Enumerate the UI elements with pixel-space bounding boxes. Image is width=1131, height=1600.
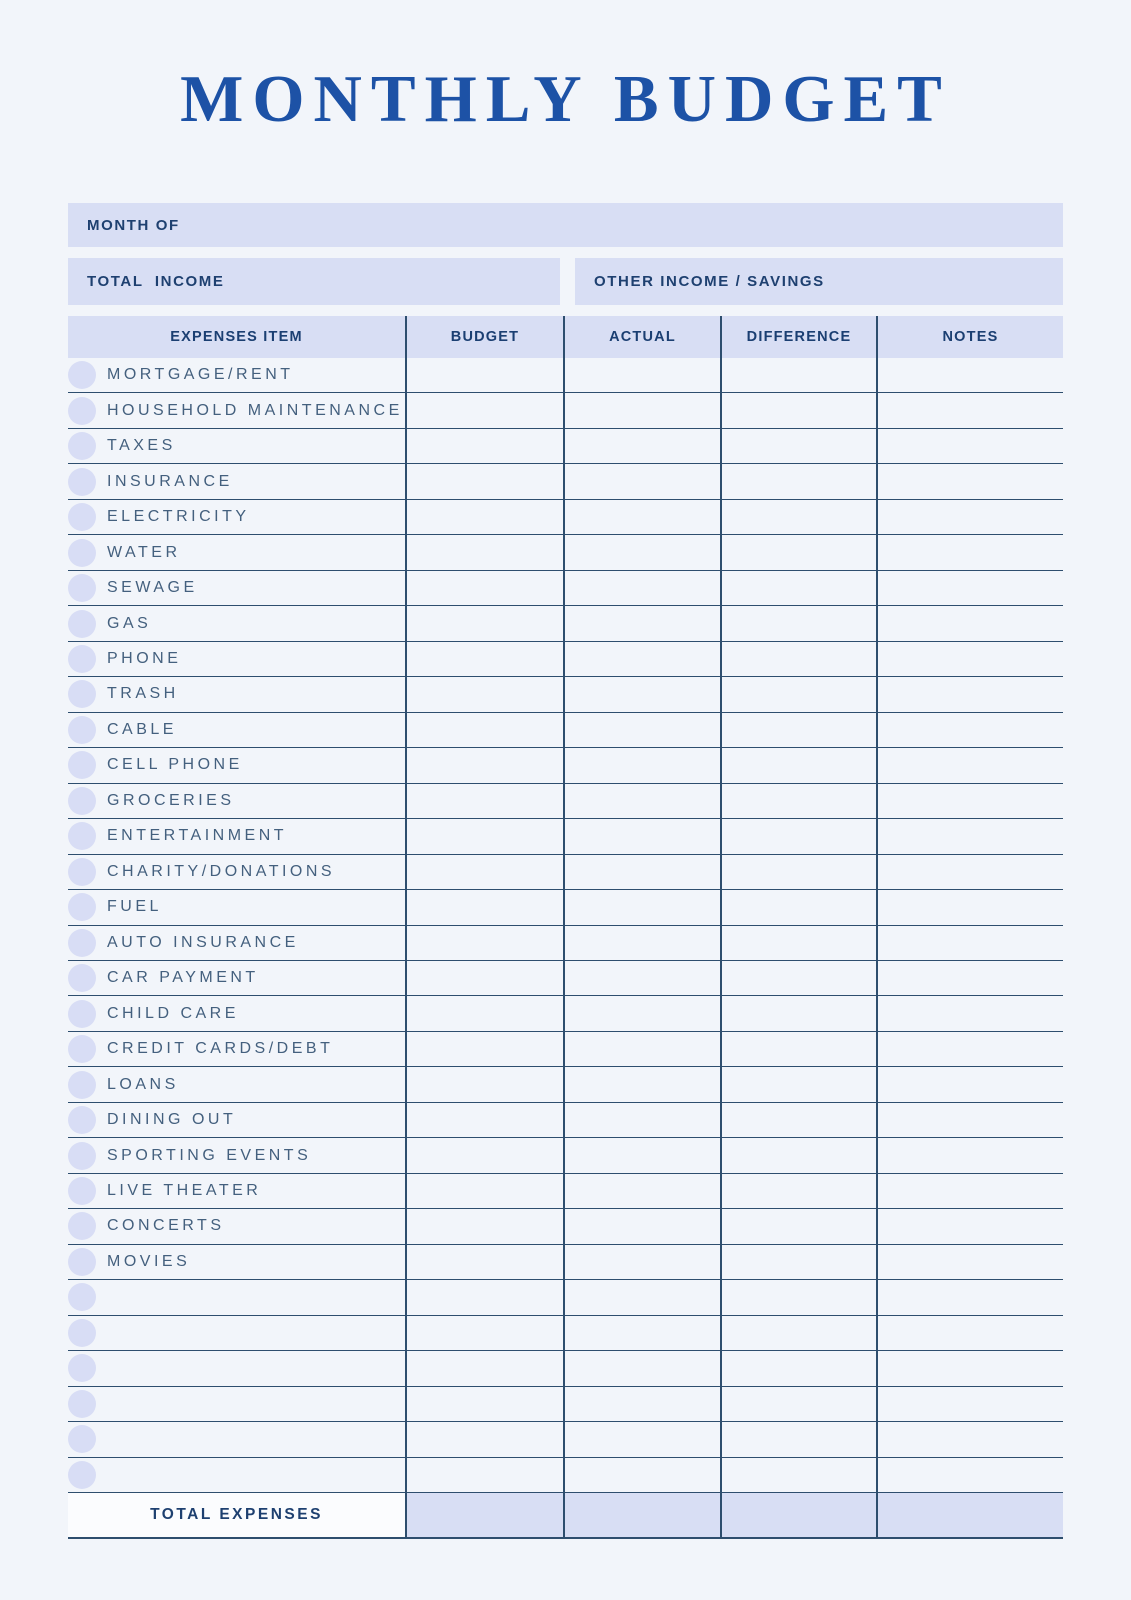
month-of-field[interactable]: [68, 203, 1063, 247]
expense-row: [68, 358, 1063, 393]
expense-item-label: CHARITY/DONATIONS: [107, 862, 336, 880]
expense-item-cell[interactable]: [68, 1351, 405, 1385]
actual-cell[interactable]: [563, 1458, 720, 1492]
actual-cell[interactable]: [563, 1422, 720, 1456]
expense-item-label: CELL PHONE: [107, 756, 243, 774]
expense-item-cell[interactable]: [68, 606, 405, 640]
expense-row: [68, 1032, 1063, 1067]
budget-cell[interactable]: [405, 1387, 563, 1421]
expense-item-cell[interactable]: [68, 1458, 405, 1492]
difference-cell[interactable]: [720, 500, 876, 534]
expense-row: [68, 961, 1063, 996]
expense-item-cell[interactable]: [68, 1422, 405, 1456]
expense-row: [68, 1174, 1063, 1209]
expense-item-label: LIVE THEATER: [107, 1182, 262, 1200]
expense-item-cell[interactable]: [68, 890, 405, 924]
difference-cell[interactable]: [720, 571, 876, 605]
expense-row: [68, 1458, 1063, 1493]
bullet-circle-icon: [68, 822, 96, 850]
bullet-circle-icon: [68, 1035, 96, 1063]
expense-item-cell[interactable]: [68, 677, 405, 711]
bullet-circle-icon: [68, 1071, 96, 1099]
budget-cell[interactable]: [405, 500, 563, 534]
expense-row: [68, 996, 1063, 1031]
difference-cell[interactable]: [720, 961, 876, 995]
bullet-circle-icon: [68, 858, 96, 886]
expense-item-label: SEWAGE: [107, 579, 198, 597]
actual-cell[interactable]: [563, 713, 720, 747]
budget-cell[interactable]: [405, 571, 563, 605]
expenses-table: [68, 316, 1063, 1539]
notes-cell[interactable]: [876, 1138, 1063, 1172]
expense-item-cell[interactable]: [68, 855, 405, 889]
difference-cell[interactable]: [720, 819, 876, 853]
notes-cell[interactable]: [876, 1209, 1063, 1243]
notes-cell[interactable]: [876, 819, 1063, 853]
total-difference-cell[interactable]: [720, 1493, 876, 1537]
budget-cell[interactable]: [405, 1458, 563, 1492]
expense-item-cell[interactable]: [68, 961, 405, 995]
bullet-circle-icon: [68, 1142, 96, 1170]
expense-item-label: PHONE: [107, 649, 182, 667]
expense-item-label: CREDIT CARDS/DEBT: [107, 1040, 334, 1058]
expense-item-cell[interactable]: [68, 784, 405, 818]
bullet-circle-icon: [68, 1283, 96, 1311]
expense-row: [68, 1351, 1063, 1386]
expense-item-label: ENTERTAINMENT: [107, 827, 288, 845]
notes-cell[interactable]: [876, 464, 1063, 498]
expense-item-cell[interactable]: [68, 464, 405, 498]
budget-cell[interactable]: [405, 961, 563, 995]
expense-row: [68, 1387, 1063, 1422]
expense-item-cell[interactable]: [68, 996, 405, 1030]
expense-item-cell[interactable]: [68, 571, 405, 605]
budget-cell[interactable]: [405, 819, 563, 853]
actual-cell[interactable]: [563, 500, 720, 534]
actual-cell[interactable]: [563, 1103, 720, 1137]
actual-cell[interactable]: [563, 1138, 720, 1172]
expense-row: [68, 748, 1063, 783]
actual-cell[interactable]: [563, 464, 720, 498]
total-expenses-row: [68, 1493, 1063, 1539]
notes-cell[interactable]: [876, 500, 1063, 534]
expense-row: [68, 429, 1063, 464]
expense-row: [68, 500, 1063, 535]
notes-cell[interactable]: [876, 358, 1063, 392]
expense-item-cell[interactable]: [68, 500, 405, 534]
expense-row: [68, 571, 1063, 606]
difference-cell[interactable]: [720, 1316, 876, 1350]
notes-cell[interactable]: [876, 1422, 1063, 1456]
budget-cell[interactable]: [405, 855, 563, 889]
expense-row: [68, 535, 1063, 570]
expense-item-label: CABLE: [107, 720, 177, 738]
difference-cell[interactable]: [720, 642, 876, 676]
expense-row: [68, 1280, 1063, 1315]
difference-cell[interactable]: [720, 1032, 876, 1066]
expense-item-cell[interactable]: [68, 926, 405, 960]
expense-row: [68, 890, 1063, 925]
notes-cell[interactable]: [876, 429, 1063, 463]
budget-cell[interactable]: [405, 1103, 563, 1137]
actual-cell[interactable]: [563, 961, 720, 995]
bullet-circle-icon: [68, 680, 96, 708]
budget-cell[interactable]: [405, 1067, 563, 1101]
expense-item-label: SPORTING EVENTS: [107, 1146, 312, 1164]
expense-item-cell[interactable]: [68, 1032, 405, 1066]
expense-item-cell[interactable]: [68, 429, 405, 463]
bullet-circle-icon: [68, 503, 96, 531]
notes-cell[interactable]: [876, 1032, 1063, 1066]
notes-cell[interactable]: [876, 961, 1063, 995]
expense-row: [68, 1316, 1063, 1351]
bullet-circle-icon: [68, 1354, 96, 1382]
actual-cell[interactable]: [563, 606, 720, 640]
actual-cell[interactable]: [563, 1280, 720, 1314]
difference-cell[interactable]: [720, 464, 876, 498]
expense-item-label: TAXES: [107, 437, 176, 455]
bullet-circle-icon: [68, 1425, 96, 1453]
budget-cell[interactable]: [405, 926, 563, 960]
bullet-circle-icon: [68, 610, 96, 638]
difference-cell[interactable]: [720, 1458, 876, 1492]
notes-cell[interactable]: [876, 1316, 1063, 1350]
bullet-circle-icon: [68, 751, 96, 779]
expense-item-label: DINING OUT: [107, 1111, 237, 1129]
bullet-circle-icon: [68, 539, 96, 567]
budget-cell[interactable]: [405, 713, 563, 747]
difference-cell[interactable]: [720, 677, 876, 711]
actual-cell[interactable]: [563, 1067, 720, 1101]
budget-cell[interactable]: [405, 1138, 563, 1172]
bullet-circle-icon: [68, 716, 96, 744]
actual-cell[interactable]: [563, 748, 720, 782]
expense-row: [68, 1103, 1063, 1138]
total-income-label: TOTAL INCOME: [87, 273, 225, 290]
expense-item-cell[interactable]: [68, 535, 405, 569]
difference-cell[interactable]: [720, 393, 876, 427]
header-budget: BUDGET: [405, 316, 563, 358]
budget-cell[interactable]: [405, 890, 563, 924]
budget-cell[interactable]: [405, 784, 563, 818]
bullet-circle-icon: [68, 645, 96, 673]
actual-cell[interactable]: [563, 429, 720, 463]
difference-cell[interactable]: [720, 1245, 876, 1279]
bullet-circle-icon: [68, 468, 96, 496]
budget-cell[interactable]: [405, 358, 563, 392]
budget-cell[interactable]: [405, 1351, 563, 1385]
notes-cell[interactable]: [876, 642, 1063, 676]
expense-item-label: HOUSEHOLD MAINTENANCE: [107, 401, 403, 419]
expense-item-cell[interactable]: [68, 358, 405, 392]
expense-item-label: WATER: [107, 543, 181, 561]
expense-row: [68, 819, 1063, 854]
other-income-savings-label: OTHER INCOME / SAVINGS: [594, 273, 825, 290]
notes-cell[interactable]: [876, 713, 1063, 747]
bullet-circle-icon: [68, 1106, 96, 1134]
expense-item-label: MOVIES: [107, 1252, 191, 1270]
budget-cell[interactable]: [405, 1280, 563, 1314]
expense-row: [68, 606, 1063, 641]
actual-cell[interactable]: [563, 1032, 720, 1066]
notes-cell[interactable]: [876, 1174, 1063, 1208]
bullet-circle-icon: [68, 893, 96, 921]
expense-row: [68, 1209, 1063, 1244]
expense-row: [68, 393, 1063, 428]
total-income-field[interactable]: [68, 258, 560, 305]
bullet-circle-icon: [68, 787, 96, 815]
budget-cell[interactable]: [405, 1209, 563, 1243]
expense-row: [68, 784, 1063, 819]
difference-cell[interactable]: [720, 1387, 876, 1421]
bullet-circle-icon: [68, 1212, 96, 1240]
budget-cell[interactable]: [405, 464, 563, 498]
expense-item-label: CHILD CARE: [107, 1004, 239, 1022]
income-section: [68, 258, 1063, 305]
actual-cell[interactable]: [563, 784, 720, 818]
actual-cell[interactable]: [563, 1174, 720, 1208]
notes-cell[interactable]: [876, 1280, 1063, 1314]
expenses-table-header: [68, 316, 1063, 358]
notes-cell[interactable]: [876, 606, 1063, 640]
expense-item-label: FUEL: [107, 898, 162, 916]
expense-row: [68, 926, 1063, 961]
expense-item-label: GAS: [107, 614, 152, 632]
header-difference: DIFFERENCE: [720, 316, 876, 358]
expense-item-label: GROCERIES: [107, 791, 235, 809]
notes-cell[interactable]: [876, 1067, 1063, 1101]
expense-row: [68, 855, 1063, 890]
notes-cell[interactable]: [876, 1458, 1063, 1492]
difference-cell[interactable]: [720, 784, 876, 818]
expense-item-cell[interactable]: [68, 1280, 405, 1314]
expense-item-label: INSURANCE: [107, 472, 233, 490]
difference-cell[interactable]: [720, 1280, 876, 1314]
notes-cell[interactable]: [876, 784, 1063, 818]
bullet-circle-icon: [68, 1319, 96, 1347]
bullet-circle-icon: [68, 1248, 96, 1276]
actual-cell[interactable]: [563, 1387, 720, 1421]
other-income-savings-field[interactable]: [575, 258, 1063, 305]
notes-cell[interactable]: [876, 926, 1063, 960]
difference-cell[interactable]: [720, 748, 876, 782]
expense-item-cell[interactable]: [68, 748, 405, 782]
notes-cell[interactable]: [876, 677, 1063, 711]
expense-row: [68, 1245, 1063, 1280]
expense-row: [68, 1067, 1063, 1102]
expense-item-cell[interactable]: [68, 1316, 405, 1350]
bullet-circle-icon: [68, 432, 96, 460]
expense-item-cell[interactable]: [68, 713, 405, 747]
total-notes-cell[interactable]: [876, 1493, 1063, 1537]
budget-cell[interactable]: [405, 429, 563, 463]
difference-cell[interactable]: [720, 1209, 876, 1243]
expense-item-cell[interactable]: [68, 1103, 405, 1137]
month-of-label: MONTH OF: [87, 216, 180, 234]
actual-cell[interactable]: [563, 1351, 720, 1385]
header-actual: ACTUAL: [563, 316, 720, 358]
actual-cell[interactable]: [563, 535, 720, 569]
total-expenses-label: TOTAL EXPENSES: [68, 1493, 405, 1537]
budget-cell[interactable]: [405, 1245, 563, 1279]
header-expenses-item: EXPENSES ITEM: [170, 329, 303, 345]
budget-cell[interactable]: [405, 642, 563, 676]
budget-cell[interactable]: [405, 393, 563, 427]
expense-item-label: MORTGAGE/RENT: [107, 366, 294, 384]
expense-item-label: LOANS: [107, 1075, 179, 1093]
actual-cell[interactable]: [563, 642, 720, 676]
expense-row: [68, 464, 1063, 499]
difference-cell[interactable]: [720, 1067, 876, 1101]
notes-cell[interactable]: [876, 571, 1063, 605]
actual-cell[interactable]: [563, 677, 720, 711]
notes-cell[interactable]: [876, 1387, 1063, 1421]
actual-cell[interactable]: [563, 393, 720, 427]
page-title: MONTHLY BUDGET: [180, 62, 951, 136]
expense-row: [68, 677, 1063, 712]
budget-cell[interactable]: [405, 535, 563, 569]
budget-cell[interactable]: [405, 996, 563, 1030]
actual-cell[interactable]: [563, 926, 720, 960]
notes-cell[interactable]: [876, 996, 1063, 1030]
expense-item-cell[interactable]: [68, 1138, 405, 1172]
notes-cell[interactable]: [876, 1351, 1063, 1385]
actual-cell[interactable]: [563, 1316, 720, 1350]
bullet-circle-icon: [68, 574, 96, 602]
notes-cell[interactable]: [876, 855, 1063, 889]
bullet-circle-icon: [68, 964, 96, 992]
difference-cell[interactable]: [720, 1103, 876, 1137]
expense-item-cell[interactable]: [68, 1174, 405, 1208]
difference-cell[interactable]: [720, 1422, 876, 1456]
budget-cell[interactable]: [405, 1422, 563, 1456]
header-notes: NOTES: [876, 316, 1063, 358]
expense-row: [68, 1422, 1063, 1457]
notes-cell[interactable]: [876, 890, 1063, 924]
notes-cell[interactable]: [876, 1245, 1063, 1279]
difference-cell[interactable]: [720, 535, 876, 569]
bullet-circle-icon: [68, 1390, 96, 1418]
expense-item-cell[interactable]: [68, 819, 405, 853]
expense-item-cell[interactable]: [68, 642, 405, 676]
notes-cell[interactable]: [876, 748, 1063, 782]
expense-item-cell[interactable]: [68, 1387, 405, 1421]
actual-cell[interactable]: [563, 1209, 720, 1243]
expense-item-label: CONCERTS: [107, 1217, 225, 1235]
difference-cell[interactable]: [720, 1138, 876, 1172]
budget-cell[interactable]: [405, 1174, 563, 1208]
actual-cell[interactable]: [563, 819, 720, 853]
notes-cell[interactable]: [876, 393, 1063, 427]
expense-item-label: CAR PAYMENT: [107, 969, 259, 987]
expense-item-cell[interactable]: [68, 393, 405, 427]
bullet-circle-icon: [68, 361, 96, 389]
actual-cell[interactable]: [563, 890, 720, 924]
difference-cell[interactable]: [720, 606, 876, 640]
difference-cell[interactable]: [720, 358, 876, 392]
bullet-circle-icon: [68, 397, 96, 425]
budget-cell[interactable]: [405, 1032, 563, 1066]
expense-row: [68, 1138, 1063, 1173]
bullet-circle-icon: [68, 1461, 96, 1489]
notes-cell[interactable]: [876, 1103, 1063, 1137]
actual-cell[interactable]: [563, 1245, 720, 1279]
notes-cell[interactable]: [876, 535, 1063, 569]
total-actual-cell[interactable]: [563, 1493, 720, 1537]
difference-cell[interactable]: [720, 429, 876, 463]
actual-cell[interactable]: [563, 996, 720, 1030]
difference-cell[interactable]: [720, 996, 876, 1030]
budget-cell[interactable]: [405, 606, 563, 640]
expense-item-label: ELECTRICITY: [107, 508, 250, 526]
expense-item-label: TRASH: [107, 685, 179, 703]
budget-cell[interactable]: [405, 748, 563, 782]
difference-cell[interactable]: [720, 1174, 876, 1208]
expense-row: [68, 642, 1063, 677]
difference-cell[interactable]: [720, 713, 876, 747]
total-budget-cell[interactable]: [405, 1493, 563, 1537]
budget-cell[interactable]: [405, 1316, 563, 1350]
difference-cell[interactable]: [720, 1351, 876, 1385]
bullet-circle-icon: [68, 929, 96, 957]
expense-item-cell[interactable]: [68, 1067, 405, 1101]
expense-item-cell[interactable]: [68, 1209, 405, 1243]
difference-cell[interactable]: [720, 926, 876, 960]
actual-cell[interactable]: [563, 358, 720, 392]
expense-row: [68, 713, 1063, 748]
actual-cell[interactable]: [563, 855, 720, 889]
expense-item-label: AUTO INSURANCE: [107, 933, 299, 951]
actual-cell[interactable]: [563, 571, 720, 605]
bullet-circle-icon: [68, 1000, 96, 1028]
expense-item-cell[interactable]: [68, 1245, 405, 1279]
difference-cell[interactable]: [720, 890, 876, 924]
budget-cell[interactable]: [405, 677, 563, 711]
difference-cell[interactable]: [720, 855, 876, 889]
expenses-table-body: [68, 358, 1063, 1493]
bullet-circle-icon: [68, 1177, 96, 1205]
